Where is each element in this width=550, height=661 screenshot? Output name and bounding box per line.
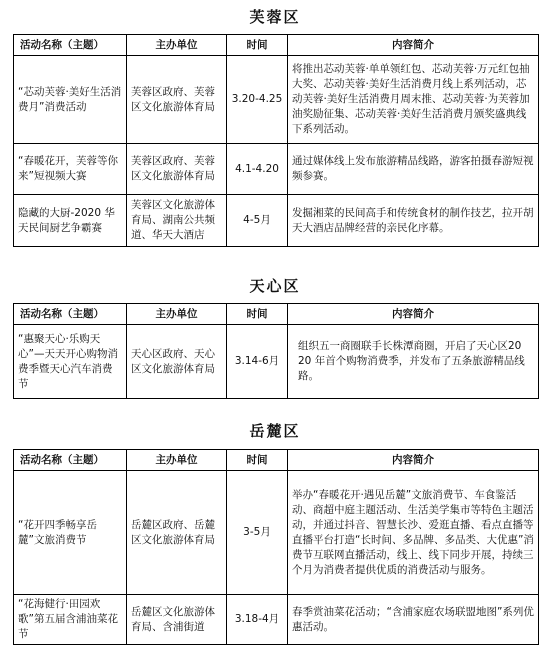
- activity-name-cell: “芯动芙蓉·美好生活消费月”消费活动: [14, 56, 127, 144]
- table-header-row: [14, 450, 539, 471]
- header-time: 时间: [227, 450, 288, 471]
- time-cell: 4.1-4.20: [227, 144, 288, 195]
- description-cell: 举办“春暖花开·遇见岳麓”文旅消费节、车食鉴活动、商超中庭主题活动、生活美学集市等特色主题活动，并通过抖音、智慧长沙、爱逛直播、看点直播等直播平台打造“长时间、多品牌、多品类、大优惠”消费节互联网直播活动，线上、线下同步开展，持续三个月为消费者提供优质的消费活动与服务。: [288, 471, 539, 595]
- activity-name-cell: “花开四季畅享岳麓”文旅消费节: [14, 471, 127, 595]
- furong-table: [13, 34, 539, 247]
- table-row: [14, 595, 539, 645]
- section-title-furong: 芙蓉区: [249, 8, 301, 26]
- description-cell: 春季赏油菜花活动；“含浦家庭农场联盟地图”系列优惠活动。: [288, 595, 539, 645]
- header-organizer: 主办单位: [127, 304, 227, 325]
- header-time: 时间: [227, 35, 288, 56]
- table-row: [14, 325, 539, 399]
- table-row: [14, 56, 539, 144]
- organizer-cell: 岳麓区文化旅游体育局、含浦街道: [127, 595, 227, 645]
- activity-name-cell: 隐藏的大厨-2020 华天民间厨艺争霸赛: [14, 195, 127, 247]
- header-description: 内容简介: [288, 304, 539, 325]
- organizer-cell: 岳麓区政府、岳麓区文化旅游体育局: [127, 471, 227, 595]
- table-header-row: [14, 304, 539, 325]
- yuelu-table: [13, 449, 539, 645]
- table-header-row: [14, 35, 539, 56]
- table-row: [14, 471, 539, 595]
- organizer-cell: 芙蓉区政府、芙蓉区文化旅游体育局: [127, 144, 227, 195]
- time-cell: 3.18-4月: [227, 595, 288, 645]
- description-cell: 通过媒体线上发布旅游精品线路，游客拍摄春游短视频参赛。: [288, 144, 539, 195]
- section-title-yuelu: 岳麓区: [249, 422, 301, 440]
- time-cell: 3-5月: [227, 471, 288, 595]
- time-cell: 4-5月: [227, 195, 288, 247]
- activity-name-cell: “花海健行·田园欢歌”第五届含浦油菜花节: [14, 595, 127, 645]
- table-row: [14, 144, 539, 195]
- header-activity-name: 活动名称（主题）: [14, 450, 127, 471]
- activity-name-cell: “春暖花开，芙蓉等你来”短视频大赛: [14, 144, 127, 195]
- time-cell: 3.14-6月: [227, 325, 288, 399]
- table-row: [14, 195, 539, 247]
- description-cell: 将推出芯动芙蓉·单单领红包、芯动芙蓉·万元红包抽大奖、芯动芙蓉·美好生活消费月线上系列活动，芯动芙蓉·美好生活消费月周末推、芯动芙蓉·为芙蓉加油奖励征集、芯动芙蓉·美好生活消费月颁奖盛典线下系列活动。: [288, 56, 539, 144]
- header-activity-name: 活动名称（主题）: [14, 35, 127, 56]
- time-cell: 3.20-4.25: [227, 56, 288, 144]
- header-time: 时间: [227, 304, 288, 325]
- organizer-cell: 芙蓉区政府、芙蓉区文化旅游体育局: [127, 56, 227, 144]
- header-description: 内容简介: [288, 35, 539, 56]
- description-cell: 发掘湘菜的民间高手和传统食材的制作技艺，拉开胡天大酒店品牌经营的亲民化序幕。: [288, 195, 539, 247]
- section-title-tianxin: 天心区: [249, 277, 301, 295]
- header-organizer: 主办单位: [127, 450, 227, 471]
- header-activity-name: 活动名称（主题）: [14, 304, 127, 325]
- activity-name-cell: “惠聚天心·乐购天心”—天天开心购物消费季暨天心汽车消费节: [14, 325, 127, 399]
- header-description: 内容简介: [288, 450, 539, 471]
- header-organizer: 主办单位: [127, 35, 227, 56]
- organizer-cell: 芙蓉区文化旅游体育局、湖南公共频道、华天大酒店: [127, 195, 227, 247]
- description-cell: 组织五一商圈联手长株潭商圈，开启了天心区2020 年首个购物消费季，并发布了五条旅游精品线路。: [288, 325, 539, 399]
- tianxin-table: [13, 303, 539, 399]
- organizer-cell: 天心区政府、天心区文化旅游体育局: [127, 325, 227, 399]
